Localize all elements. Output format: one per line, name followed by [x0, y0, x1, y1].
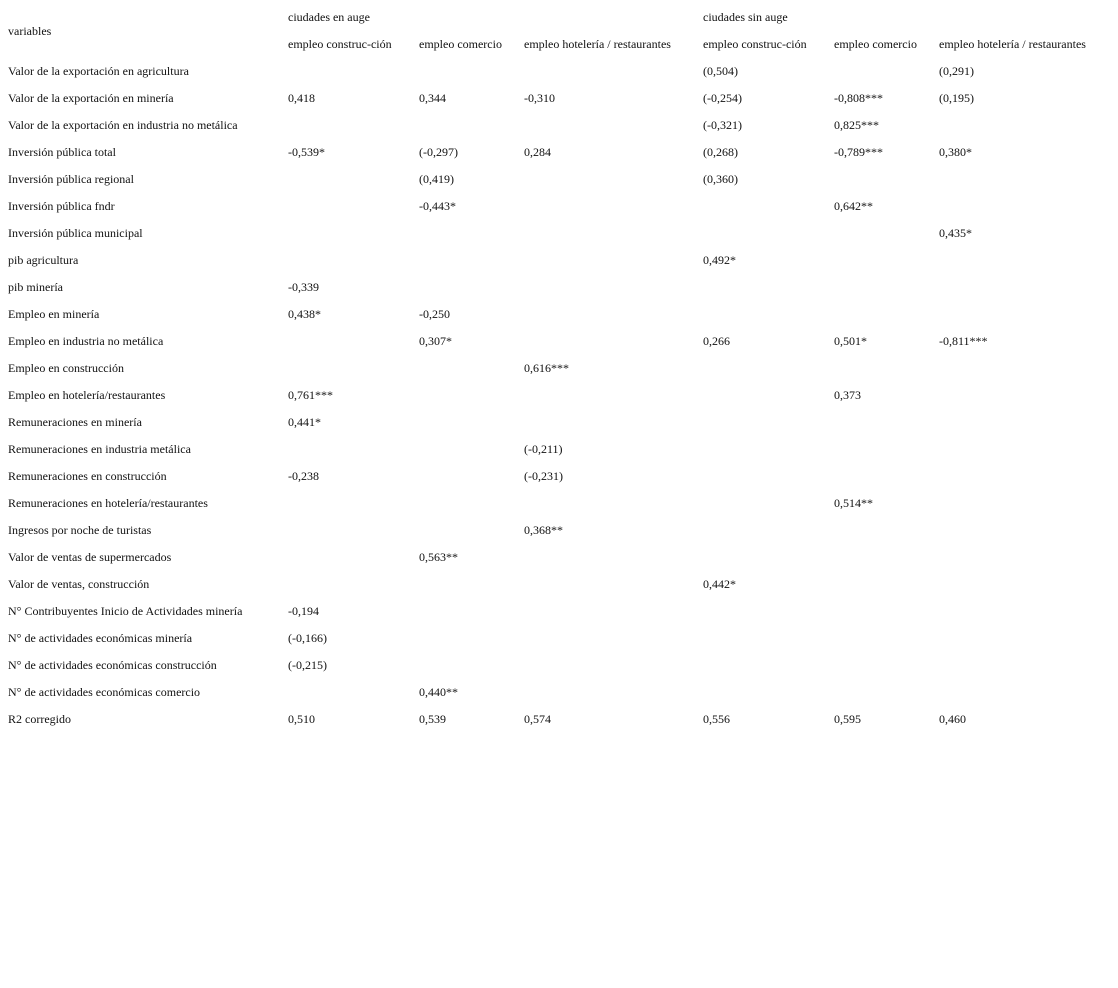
- table-cell: 0,510: [288, 712, 315, 726]
- table-cell: 0,344: [419, 91, 446, 105]
- table-cell: 0,595: [834, 712, 861, 726]
- table-cell: [935, 247, 1113, 274]
- table-cell: 0,539: [419, 712, 446, 726]
- table-cell: [699, 301, 830, 328]
- table-cell: [935, 625, 1113, 652]
- table-cell: [699, 544, 830, 571]
- table-cell: [520, 274, 699, 301]
- table-cell: [520, 409, 699, 436]
- table-row: [4, 436, 1113, 463]
- col-header: empleo hotelería / restaurantes: [524, 37, 671, 51]
- table-cell: [415, 598, 520, 625]
- table-cell: [935, 571, 1113, 598]
- table-cell: [935, 490, 1113, 517]
- table-cell: 0,266: [703, 334, 730, 348]
- table-cell: [830, 679, 935, 706]
- table-cell: -0,250: [419, 307, 450, 321]
- table-cell: [830, 166, 935, 193]
- table-cell: [415, 58, 520, 85]
- table-cell: -0,238: [288, 469, 319, 483]
- table-cell: [935, 517, 1113, 544]
- table-cell: 0,441*: [288, 415, 321, 429]
- table-cell: [935, 652, 1113, 679]
- table-cell: [415, 382, 520, 409]
- row-label: Remuneraciones en industria metálica: [8, 442, 191, 456]
- table-cell: [520, 598, 699, 625]
- table-cell: [830, 247, 935, 274]
- table-cell: [699, 517, 830, 544]
- table-row: [4, 166, 1113, 193]
- table-cell: [935, 301, 1113, 328]
- table-cell: (-0,321): [703, 118, 742, 132]
- table-cell: [415, 490, 520, 517]
- row-label: Empleo en minería: [8, 307, 100, 321]
- table-cell: [699, 625, 830, 652]
- row-label: Inversión pública municipal: [8, 226, 143, 240]
- table-cell: 0,761***: [288, 388, 333, 402]
- row-label: N° de actividades económicas comercio: [8, 685, 201, 699]
- table-cell: [284, 544, 415, 571]
- table-cell: [284, 436, 415, 463]
- row-label: pib agricultura: [8, 253, 79, 267]
- table-cell: (-0,254): [703, 91, 742, 105]
- table-row: [4, 85, 1113, 112]
- col-header: empleo construc-ción: [288, 37, 392, 51]
- table-cell: [830, 598, 935, 625]
- table-cell: 0,442*: [703, 577, 736, 591]
- table-cell: 0,514**: [834, 496, 873, 510]
- table-row: [4, 382, 1113, 409]
- table-cell: [520, 652, 699, 679]
- table-cell: 0,460: [939, 712, 966, 726]
- table-row: [4, 355, 1113, 382]
- table-cell: (-0,215): [288, 658, 327, 672]
- table-cell: [935, 463, 1113, 490]
- row-label: pib minería: [8, 280, 63, 294]
- table-cell: -0,811***: [939, 334, 988, 348]
- table-cell: [830, 463, 935, 490]
- table-cell: [830, 58, 935, 85]
- table-cell: [415, 517, 520, 544]
- table-cell: -0,194: [288, 604, 319, 618]
- col-header: empleo comercio: [834, 37, 917, 51]
- table-cell: [699, 652, 830, 679]
- table-cell: [699, 679, 830, 706]
- table-header: [4, 4, 1113, 58]
- table-cell: [830, 301, 935, 328]
- table-cell: (0,419): [419, 172, 454, 186]
- table-cell: [699, 463, 830, 490]
- table-row: [4, 544, 1113, 571]
- table-cell: (-0,166): [288, 631, 327, 645]
- table-row: [4, 463, 1113, 490]
- table-cell: [699, 436, 830, 463]
- table-cell: [935, 598, 1113, 625]
- table-cell: [415, 247, 520, 274]
- col-header: empleo hotelería / restaurantes: [939, 37, 1086, 51]
- table-cell: (0,504): [703, 64, 738, 78]
- table-cell: [284, 328, 415, 355]
- variables-header: variables: [8, 23, 52, 38]
- table-cell: [520, 220, 699, 247]
- table-cell: [284, 679, 415, 706]
- table-cell: 0,373: [834, 388, 861, 402]
- table-cell: 0,418: [288, 91, 315, 105]
- table-cell: [284, 355, 415, 382]
- table-cell: [415, 436, 520, 463]
- table-cell: [699, 220, 830, 247]
- table-cell: (-0,297): [419, 145, 458, 159]
- table-cell: [935, 436, 1113, 463]
- table-cell: (0,360): [703, 172, 738, 186]
- table-cell: [935, 274, 1113, 301]
- table-cell: [699, 193, 830, 220]
- table-cell: (0,268): [703, 145, 738, 159]
- col-header: empleo comercio: [419, 37, 502, 51]
- table-row: [4, 652, 1113, 679]
- table-cell: 0,563**: [419, 550, 458, 564]
- table-cell: 0,284: [524, 145, 551, 159]
- row-label: R2 corregido: [8, 712, 71, 726]
- row-label: Valor de la exportación en industria no metálica: [8, 118, 238, 132]
- table-cell: [830, 436, 935, 463]
- table-row: [4, 490, 1113, 517]
- table-cell: [520, 679, 699, 706]
- table-row: [4, 247, 1113, 274]
- table-cell: [415, 463, 520, 490]
- row-label: Inversión pública regional: [8, 172, 134, 186]
- table-cell: -0,539*: [288, 145, 325, 159]
- table-row: [4, 409, 1113, 436]
- table-cell: [830, 544, 935, 571]
- table-cell: [699, 382, 830, 409]
- table-row: [4, 193, 1113, 220]
- row-label: Remuneraciones en minería: [8, 415, 142, 429]
- table-cell: [520, 247, 699, 274]
- table-cell: [284, 220, 415, 247]
- row-label: Valor de ventas de supermercados: [8, 550, 172, 564]
- table-cell: [830, 517, 935, 544]
- table-cell: [699, 490, 830, 517]
- row-label: Remuneraciones en construcción: [8, 469, 167, 483]
- table-cell: [699, 409, 830, 436]
- table-cell: [935, 112, 1113, 139]
- table-cell: [520, 571, 699, 598]
- row-label: Inversión pública fndr: [8, 199, 115, 213]
- table-cell: [520, 112, 699, 139]
- table-cell: [284, 112, 415, 139]
- table-cell: [284, 166, 415, 193]
- table-cell: [415, 625, 520, 652]
- table-cell: [415, 220, 520, 247]
- table-cell: -0,443*: [419, 199, 456, 213]
- table-cell: [520, 166, 699, 193]
- table-cell: 0,438*: [288, 307, 321, 321]
- regression-table: [4, 4, 1113, 733]
- table-row: [4, 598, 1113, 625]
- table-cell: -0,789***: [834, 145, 883, 159]
- col-header: empleo construc-ción: [703, 37, 807, 51]
- table-row: [4, 301, 1113, 328]
- table-cell: [415, 112, 520, 139]
- table-cell: 0,556: [703, 712, 730, 726]
- table-cell: [415, 355, 520, 382]
- table-cell: [935, 679, 1113, 706]
- table-cell: 0,492*: [703, 253, 736, 267]
- table-row: [4, 679, 1113, 706]
- table-cell: [415, 571, 520, 598]
- table-cell: [830, 571, 935, 598]
- row-label: Inversión pública total: [8, 145, 116, 159]
- table-cell: [935, 409, 1113, 436]
- table-cell: [415, 652, 520, 679]
- table-cell: [935, 355, 1113, 382]
- table-cell: [935, 166, 1113, 193]
- table-cell: [830, 220, 935, 247]
- table-cell: -0,310: [524, 91, 555, 105]
- table-cell: 0,501*: [834, 334, 867, 348]
- table-cell: [520, 301, 699, 328]
- table-cell: [830, 625, 935, 652]
- table-row: [4, 328, 1113, 355]
- row-label: N° de actividades económicas minería: [8, 631, 193, 645]
- table-cell: [935, 382, 1113, 409]
- row-label: Valor de la exportación en agricultura: [8, 64, 189, 78]
- row-label: Valor de la exportación en minería: [8, 91, 174, 105]
- table-cell: [830, 355, 935, 382]
- table-cell: [830, 652, 935, 679]
- row-label: Empleo en hotelería/restaurantes: [8, 388, 166, 402]
- table-cell: 0,825***: [834, 118, 879, 132]
- row-label: N° Contribuyentes Inicio de Actividades minería: [8, 604, 243, 618]
- table-cell: [520, 382, 699, 409]
- table-cell: 0,642**: [834, 199, 873, 213]
- table-row: [4, 625, 1113, 652]
- table-cell: [520, 58, 699, 85]
- table-row: [4, 571, 1113, 598]
- row-label: N° de actividades económicas construcción: [8, 658, 217, 672]
- table-cell: 0,307*: [419, 334, 452, 348]
- table-cell: [284, 490, 415, 517]
- row-label: Ingresos por noche de turistas: [8, 523, 152, 537]
- table-cell: (-0,231): [524, 469, 563, 483]
- table-cell: [284, 58, 415, 85]
- table-cell: 0,368**: [524, 523, 563, 537]
- table-row: [4, 517, 1113, 544]
- table-cell: 0,574: [524, 712, 551, 726]
- table-cell: [699, 274, 830, 301]
- table-cell: (-0,211): [524, 442, 563, 456]
- table-row: [4, 112, 1113, 139]
- table-row: [4, 139, 1113, 166]
- table-cell: [935, 193, 1113, 220]
- table-cell: [520, 328, 699, 355]
- row-label: Remuneraciones en hotelería/restaurantes: [8, 496, 208, 510]
- row-label: Valor de ventas, construcción: [8, 577, 150, 591]
- table-cell: [284, 571, 415, 598]
- row-label: Empleo en construcción: [8, 361, 124, 375]
- table-cell: -0,808***: [834, 91, 883, 105]
- group-header-boom-cities: ciudades en auge: [288, 10, 370, 24]
- header-row-groups: [4, 4, 1113, 31]
- table-cell: [830, 274, 935, 301]
- table-body: [4, 58, 1113, 733]
- table-cell: [520, 490, 699, 517]
- table-cell: (0,195): [939, 91, 974, 105]
- table-cell: 0,616***: [524, 361, 569, 375]
- table-cell: [415, 409, 520, 436]
- table-cell: [830, 409, 935, 436]
- table-cell: [284, 193, 415, 220]
- table-row: [4, 274, 1113, 301]
- group-header-non-boom-cities: ciudades sin auge: [703, 10, 788, 24]
- table-cell: [935, 544, 1113, 571]
- table-cell: 0,380*: [939, 145, 972, 159]
- table-cell: [699, 598, 830, 625]
- table-cell: 0,435*: [939, 226, 972, 240]
- table-cell: 0,440**: [419, 685, 458, 699]
- table-row: [4, 706, 1113, 733]
- table-cell: [520, 544, 699, 571]
- table-row: [4, 58, 1113, 85]
- table-row: [4, 220, 1113, 247]
- table-cell: [284, 247, 415, 274]
- table-cell: [284, 517, 415, 544]
- table-cell: [699, 355, 830, 382]
- table-cell: [520, 625, 699, 652]
- table-cell: (0,291): [939, 64, 974, 78]
- table-cell: -0,339: [288, 280, 319, 294]
- table-cell: [520, 193, 699, 220]
- table-cell: [415, 274, 520, 301]
- row-label: Empleo en industria no metálica: [8, 334, 164, 348]
